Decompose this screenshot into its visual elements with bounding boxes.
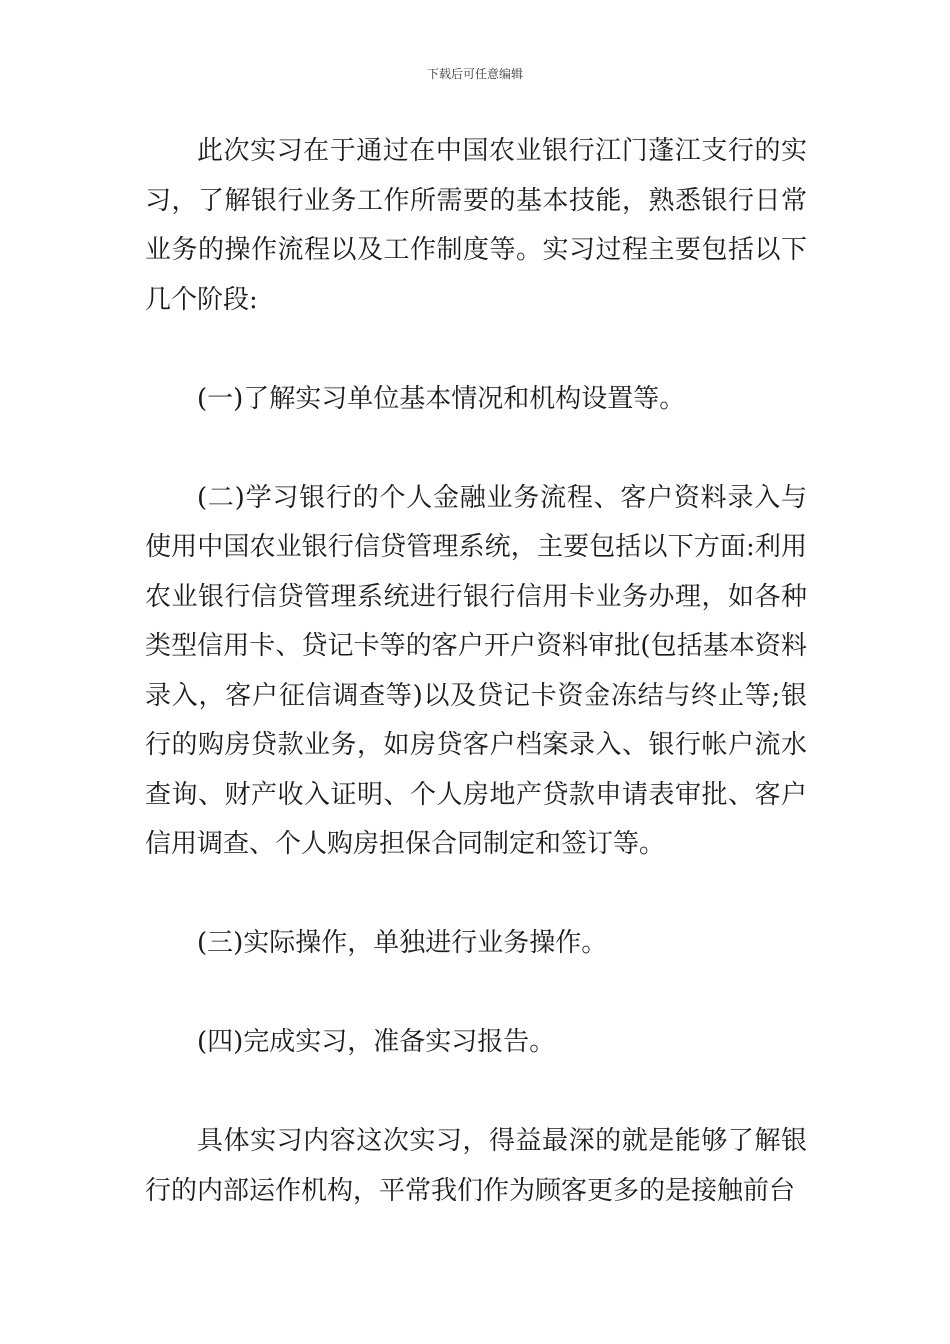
paragraph-gap	[145, 969, 807, 1019]
paragraph-content: 具体实习内容这次实习，得益最深的就是能够了解银行的内部运作机构，平常我们作为顾客更多的是接触前台	[145, 1126, 807, 1206]
paragraph-gap	[145, 1068, 807, 1118]
paragraph-stage-4: (四)完成实习，准备实习报告。	[197, 1027, 556, 1057]
page-header: 下载后可任意编辑	[426, 67, 523, 81]
paragraph-stage-1: (一)了解实习单位基本情况和机构设置等。	[197, 383, 686, 414]
paragraph-stage-3: (三)实际操作，单独进行业务操作。	[197, 928, 608, 958]
paragraph-intro: 此次实习在于通过在中国农业银行江门蓬江支行的实习，了解银行业务工作所需要的基本技能，熟悉银行日常业务的操作流程以及工作制度等。实习过程主要包括以下几个阶段:	[145, 136, 807, 315]
paragraph-gap	[145, 870, 807, 920]
paragraph-gap	[145, 325, 807, 375]
paragraph-stage-2: (二)学习银行的个人金融业务流程、客户资料录入与使用中国农业银行信贷管理系统，主要包括以下方面:利用农业银行信贷管理系统进行银行信用卡业务办理，如各种类型信用卡、贷记卡等的客户开户资料审批(包括基本资料录入，客户征信调查等)以及贷记卡资金冻结与终止等;银行的购房贷款业务，如房贷客户档案录入、银行帐户流水查询、财产收入证明、个人房地产贷款申请表审批、客户信用调查、个人购房担保合同制定和签订等。	[145, 482, 807, 859]
document-body	[145, 127, 807, 1216]
paragraph-gap	[145, 424, 807, 474]
